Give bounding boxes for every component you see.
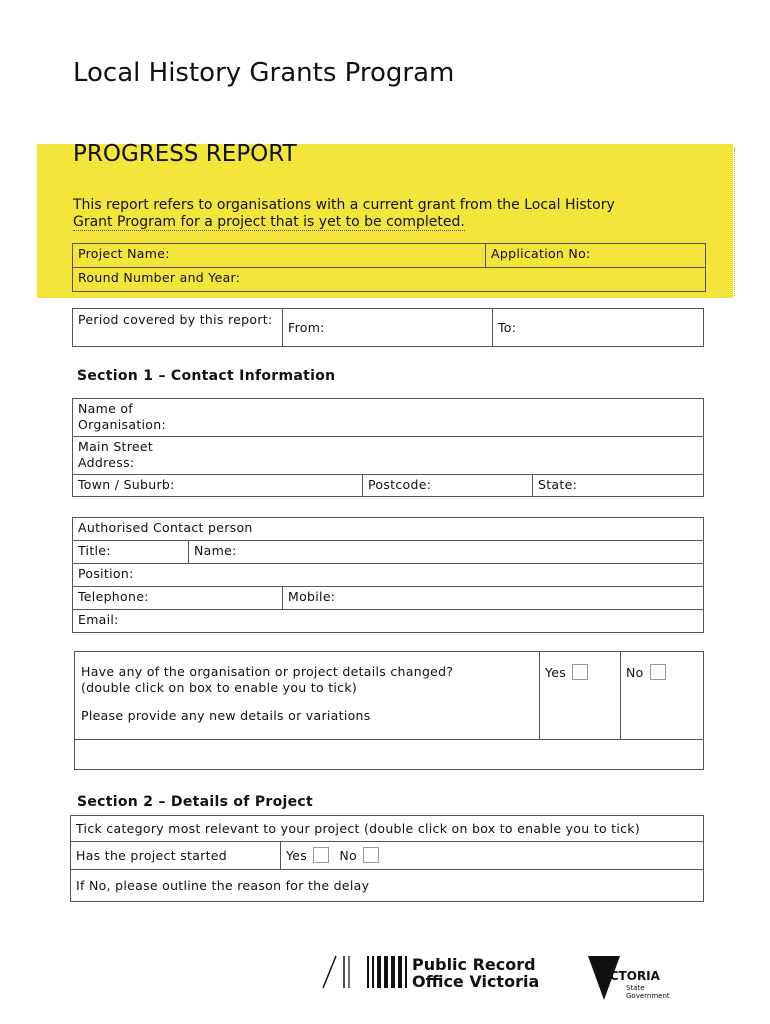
changes-no-label: No bbox=[626, 665, 644, 680]
delay-reason-field[interactable]: If No, please outline the reason for the delay bbox=[71, 870, 704, 902]
changes-yes-checkbox[interactable] bbox=[572, 664, 588, 680]
new-details-prompt: Please provide any new details or variations bbox=[81, 708, 371, 723]
changes-question: Have any of the organisation or project details changed? bbox=[81, 664, 454, 679]
changes-question-cell bbox=[75, 652, 540, 740]
victoria-wordmark: VICTORIA bbox=[596, 969, 660, 983]
period-from-field[interactable]: From: bbox=[283, 309, 493, 347]
period-label: Period covered by this report: bbox=[73, 309, 283, 347]
contact-heading: Authorised Contact person bbox=[73, 518, 704, 541]
period-to-field[interactable]: To: bbox=[493, 309, 704, 347]
changes-hint: (double click on box to enable you to tick) bbox=[81, 680, 358, 695]
street-address-label: Main Street Address: bbox=[78, 439, 154, 470]
changes-no-checkbox[interactable] bbox=[650, 664, 666, 680]
postcode-field[interactable]: Postcode: bbox=[363, 475, 533, 497]
changes-table bbox=[74, 651, 704, 770]
organisation-table bbox=[72, 398, 704, 497]
email-field[interactable]: Email: bbox=[73, 610, 704, 633]
report-heading: PROGRESS REPORT bbox=[73, 141, 297, 167]
intro-text bbox=[73, 197, 703, 231]
organisation-name-label: Name of Organisation: bbox=[78, 401, 166, 432]
tick-instruction: Tick category most relevant to your project (double click on box to enable you to tick) bbox=[71, 816, 704, 842]
document-title: Local History Grants Program bbox=[73, 58, 455, 88]
mobile-field[interactable]: Mobile: bbox=[283, 587, 704, 610]
prov-barcode-icon bbox=[323, 956, 407, 988]
street-address-field[interactable] bbox=[73, 437, 704, 475]
started-yes-label: Yes bbox=[286, 848, 308, 863]
victoria-sub-state: State bbox=[626, 984, 645, 992]
section2-title: Section 2 – Details of Project bbox=[77, 794, 314, 810]
intro-line-2-text: Grant Program for a project that is yet to be completed. bbox=[73, 214, 465, 230]
organisation-name-field[interactable] bbox=[73, 399, 704, 437]
prov-name-line1: Public Record bbox=[412, 955, 536, 974]
prov-logo bbox=[318, 950, 558, 995]
position-field[interactable]: Position: bbox=[73, 564, 704, 587]
state-field[interactable]: State: bbox=[533, 475, 704, 497]
changes-yes-label: Yes bbox=[545, 665, 567, 680]
round-number-field[interactable]: Round Number and Year: bbox=[73, 268, 706, 292]
started-no-checkbox[interactable] bbox=[363, 847, 379, 863]
contact-table bbox=[72, 517, 704, 633]
title-field[interactable]: Title: bbox=[73, 541, 189, 564]
contact-name-field[interactable]: Name: bbox=[189, 541, 704, 564]
victoria-government-logo bbox=[586, 952, 686, 1004]
started-no-label: No bbox=[339, 848, 357, 863]
intro-line-2 bbox=[73, 214, 703, 231]
town-suburb-field[interactable]: Town / Suburb: bbox=[73, 475, 363, 497]
intro-line-1: This report refers to organisations with a current grant from the Local History bbox=[73, 197, 615, 213]
prov-name-line2: Office Victoria bbox=[412, 972, 540, 991]
started-question: Has the project started bbox=[71, 842, 281, 870]
new-details-input[interactable] bbox=[75, 740, 704, 770]
project-name-field[interactable]: Project Name: bbox=[73, 244, 486, 268]
telephone-field[interactable]: Telephone: bbox=[73, 587, 283, 610]
application-no-field[interactable]: Application No: bbox=[486, 244, 706, 268]
section1-title: Section 1 – Contact Information bbox=[77, 368, 336, 384]
changes-no-cell bbox=[621, 652, 704, 740]
period-table bbox=[72, 308, 704, 347]
victoria-sub-government: Government bbox=[626, 992, 670, 1000]
changes-yes-cell bbox=[540, 652, 621, 740]
started-options-cell bbox=[281, 842, 704, 870]
project-details-table bbox=[70, 815, 704, 902]
started-yes-checkbox[interactable] bbox=[313, 847, 329, 863]
band-dotted-edge bbox=[732, 148, 735, 296]
project-table bbox=[72, 243, 706, 292]
